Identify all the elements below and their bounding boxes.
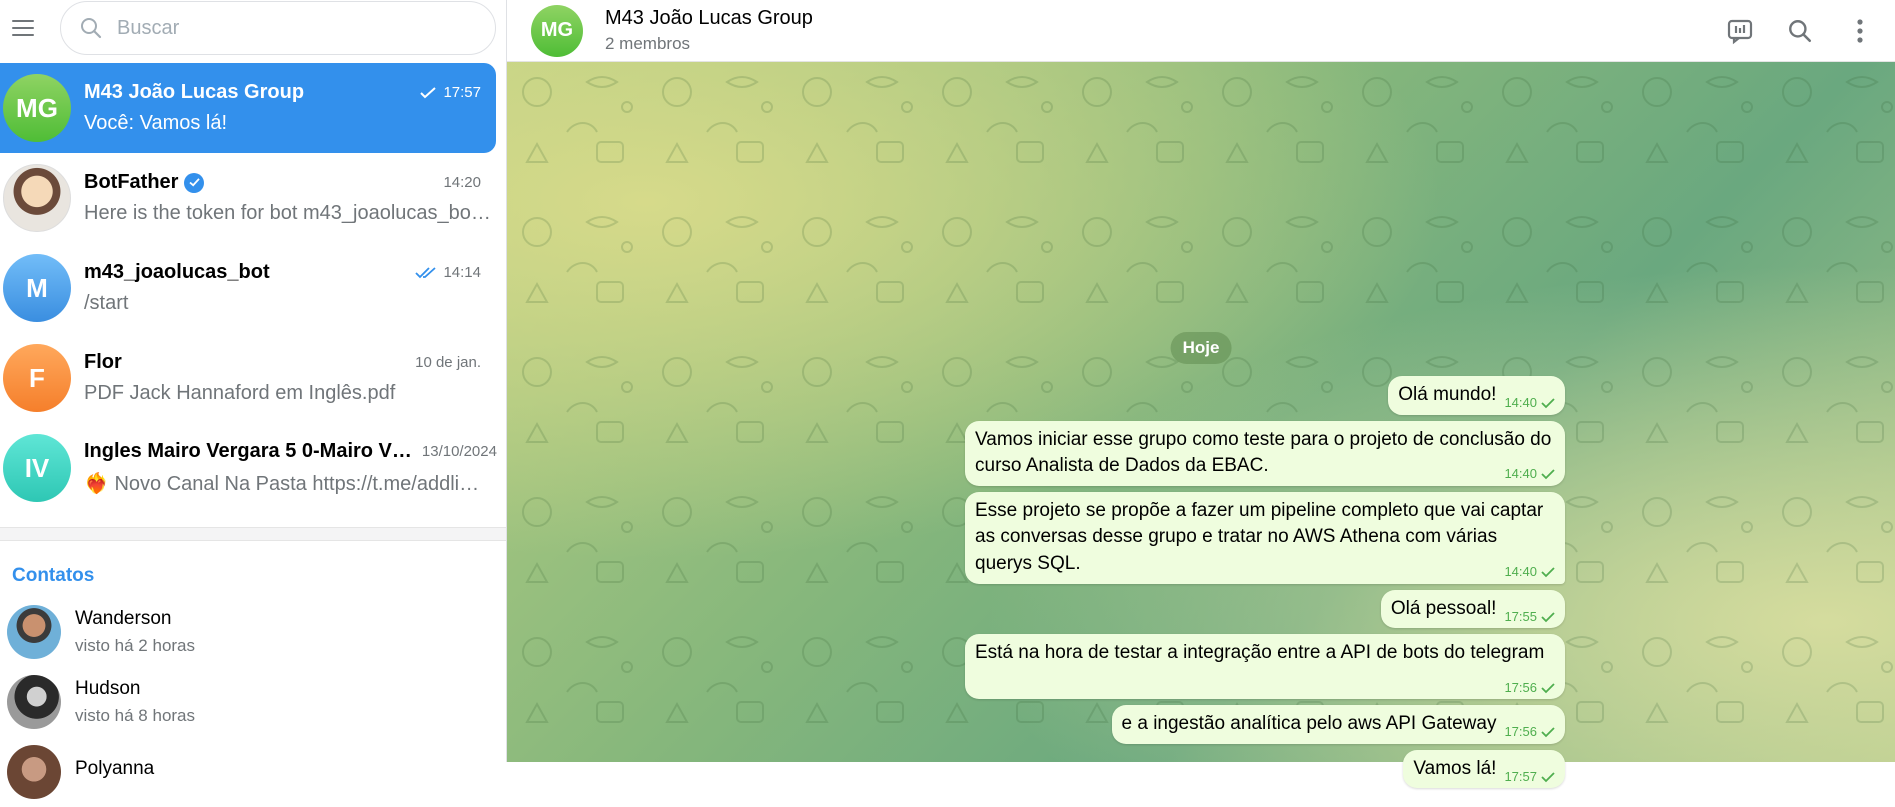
read-double-check-icon: [415, 267, 437, 279]
date-separator: Hoje: [1171, 332, 1232, 364]
sent-check-icon: [1541, 683, 1555, 693]
sidebar-topbar: [0, 0, 506, 56]
message-time: 17:56: [1504, 723, 1537, 739]
contact-item[interactable]: [0, 597, 506, 667]
chat-time: 10 de jan.: [415, 354, 481, 371]
avatar: [7, 675, 61, 729]
page-title: M43 João Lucas Group: [605, 7, 813, 29]
contact-item[interactable]: [0, 667, 506, 737]
search-input[interactable]: [117, 17, 417, 40]
message-bubble[interactable]: Vamos lá! 17:57: [1403, 750, 1565, 789]
chat-item[interactable]: [0, 153, 496, 243]
contact-status: visto há 2 horas: [75, 636, 196, 655]
avatar: IV: [3, 434, 71, 502]
chat-name: m43_joaolucas_bot: [84, 261, 270, 283]
verified-badge-icon: [184, 173, 204, 193]
avatar: [3, 164, 71, 232]
sent-check-icon: [419, 87, 437, 99]
chat-list-panel: [0, 0, 507, 779]
chat-name: M43 João Lucas Group: [84, 81, 305, 103]
chat-name: Flor: [84, 351, 122, 373]
chat-time: 17:57: [419, 84, 481, 101]
message-bubble[interactable]: Olá mundo! 14:40: [1388, 376, 1565, 415]
chat-time: 14:14: [415, 264, 481, 281]
chat-header-info[interactable]: [605, 7, 1725, 54]
chat-preview: Você: Vamos lá!: [84, 112, 228, 134]
chat-item[interactable]: [0, 63, 496, 153]
message-bubble[interactable]: e a ingestão analítica pelo aws API Gateway 17:56: [1112, 705, 1566, 744]
message-time: 14:40: [1504, 395, 1537, 410]
chat-list: [0, 56, 506, 513]
search-icon[interactable]: [1785, 16, 1815, 46]
contact-name: Polyanna: [75, 758, 155, 779]
contact-item[interactable]: [0, 737, 506, 807]
avatar[interactable]: MG: [531, 5, 583, 57]
avatar: M: [3, 254, 71, 322]
chat-name: Ingles Mairo Vergara 5 0-Mairo V…: [84, 440, 412, 462]
avatar: [7, 745, 61, 799]
more-options-icon[interactable]: [1845, 16, 1875, 46]
contacts-heading: Contatos: [12, 565, 95, 586]
avatar: [7, 605, 61, 659]
chat-time: 13/10/2024: [421, 443, 497, 460]
search-icon: [79, 16, 103, 40]
live-stream-icon[interactable]: [1725, 16, 1755, 46]
message-time: 14:40: [1504, 563, 1537, 579]
hamburger-menu-icon[interactable]: [12, 13, 42, 43]
message-time: 14:40: [1504, 466, 1537, 482]
chat-item[interactable]: [0, 333, 496, 423]
message-bubble[interactable]: Está na hora de testar a integração entre a API de bots do telegram 17:56: [965, 634, 1565, 699]
avatar: F: [3, 344, 71, 412]
sent-check-icon: [1541, 612, 1555, 622]
sent-check-icon: [1541, 469, 1555, 479]
messages-area: [507, 62, 1895, 784]
chat-preview: Here is the token for bot m43_joaolucas_bo…: [84, 202, 491, 224]
chat-preview: ❤️‍🔥 Novo Canal Na Pasta https://t.me/addli…: [84, 473, 480, 495]
avatar: MG: [3, 74, 71, 142]
chat-header: [507, 0, 1895, 62]
message-bubble[interactable]: Vamos iniciar esse grupo como teste para o projeto de conclusão do curso Analista de Dados da EBAC. 14:40: [965, 421, 1565, 486]
contact-name: Wanderson: [75, 608, 172, 629]
chat-item[interactable]: [0, 423, 496, 513]
message-bubble[interactable]: Olá pessoal! 17:55: [1381, 590, 1565, 629]
contact-status: visto há 8 horas: [75, 706, 196, 725]
sent-check-icon: [1541, 727, 1555, 737]
message-list: [965, 376, 1565, 788]
sent-check-icon: [1541, 772, 1555, 782]
chat-time: 14:20: [443, 174, 481, 191]
chat-item[interactable]: [0, 243, 496, 333]
message-time: 17:57: [1504, 768, 1537, 784]
message-time: 17:55: [1504, 608, 1537, 624]
contact-name: Hudson: [75, 678, 141, 699]
search-box[interactable]: [60, 1, 496, 55]
section-divider: [0, 527, 506, 541]
message-bubble[interactable]: Esse projeto se propõe a fazer um pipeline completo que vai captar as conversas desse grupo e tratar no AWS Athena com várias querys SQL. 14:40: [965, 492, 1565, 584]
chat-preview: PDF Jack Hannaford em Inglês.pdf: [84, 382, 396, 404]
sent-check-icon: [1541, 398, 1555, 408]
message-time: 17:56: [1504, 679, 1537, 695]
chat-name: BotFather: [84, 171, 204, 194]
sent-check-icon: [1541, 567, 1555, 577]
chat-preview: /start: [84, 292, 129, 314]
member-count: 2 membros: [605, 34, 691, 53]
conversation-panel: [507, 0, 1895, 784]
